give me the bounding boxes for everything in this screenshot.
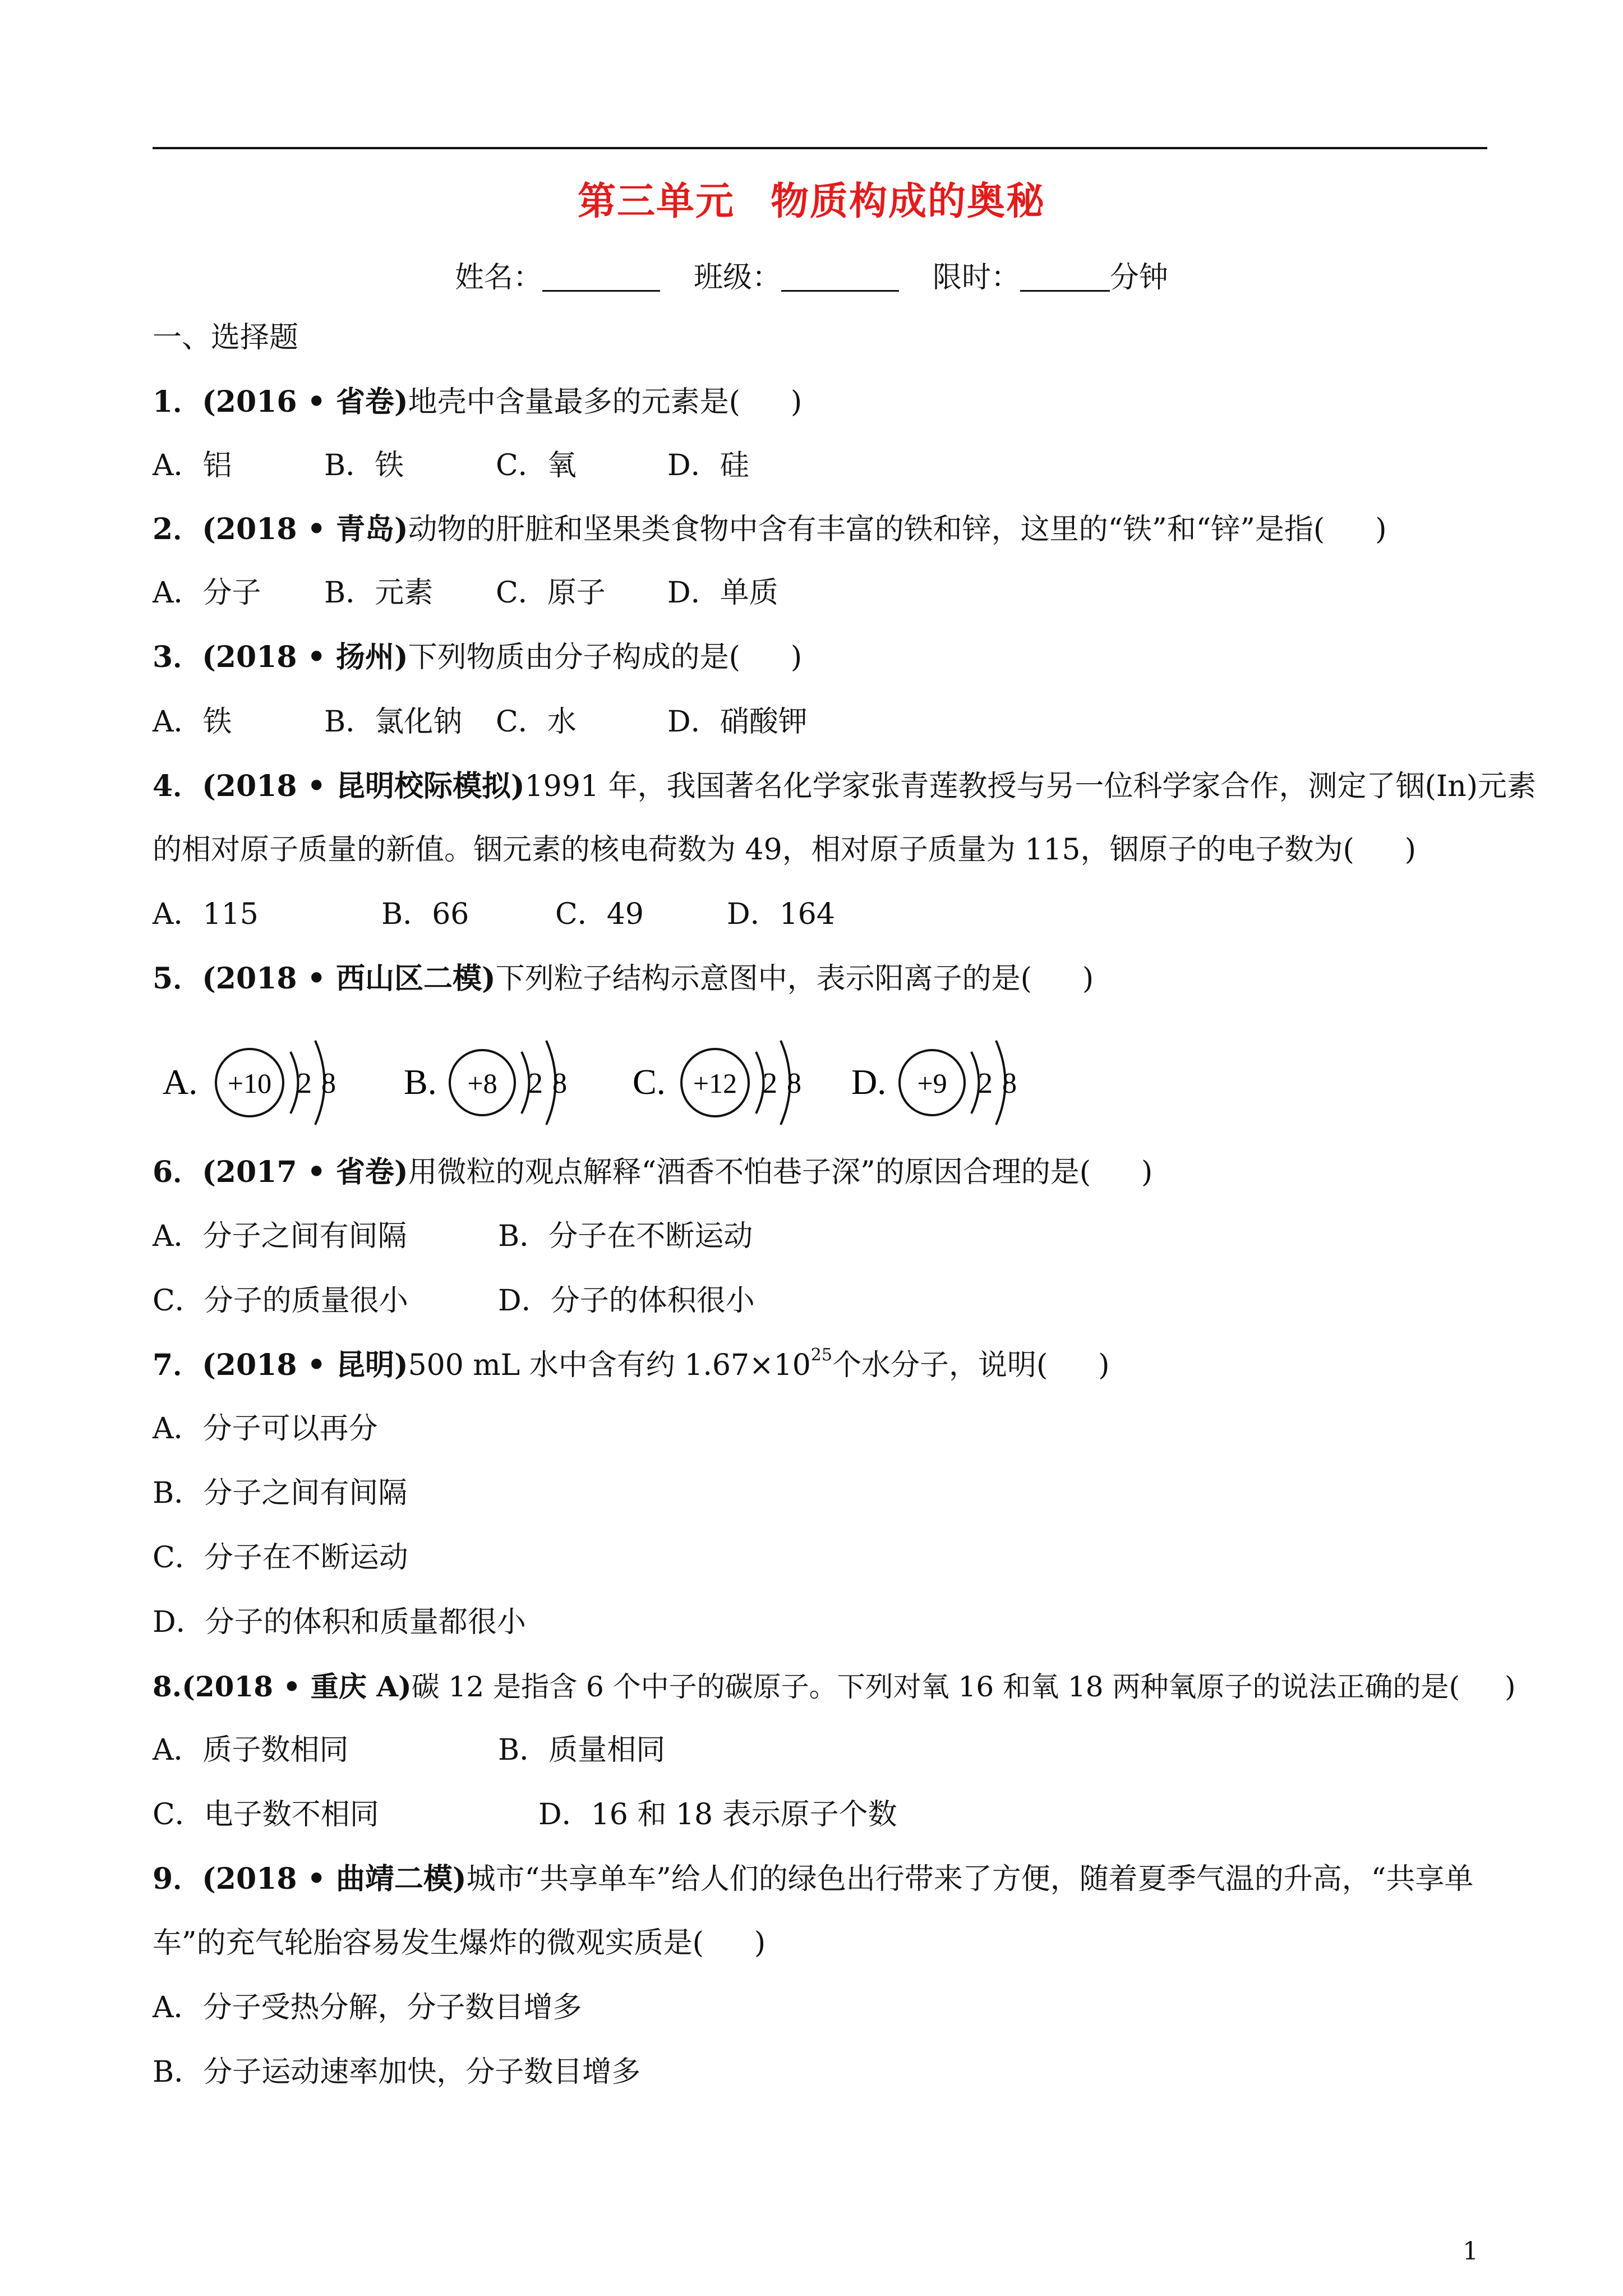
name-field[interactable] (542, 262, 660, 292)
atom-diagram-d[interactable] (851, 1041, 1017, 1125)
atom-structure-diagrams (163, 1010, 1088, 1144)
option-3b[interactable]: B．氯化钠 (324, 705, 463, 739)
option-8d[interactable]: D．16 和 18 表示原子个数 (538, 1798, 897, 1832)
svg-text:+9: +9 (917, 1068, 947, 1099)
svg-text:8: 8 (321, 1068, 336, 1099)
option-3c[interactable]: C．水 (496, 705, 577, 739)
svg-text:2: 2 (978, 1068, 993, 1099)
option-4b[interactable]: B．66 (381, 898, 469, 931)
student-info (0, 254, 1623, 296)
option-7b[interactable]: B．分子之间有间隔 (153, 1476, 408, 1510)
svg-text:2: 2 (297, 1068, 312, 1099)
svg-text:+8: +8 (467, 1068, 497, 1099)
atom-diagram-b[interactable] (404, 1041, 567, 1125)
svg-text:+12: +12 (693, 1068, 737, 1099)
svg-text:D.: D. (851, 1062, 887, 1102)
option-1c[interactable]: C．氧 (496, 449, 577, 482)
option-9a[interactable]: A．分子受热分解，分子数目增多 (153, 1991, 582, 2024)
svg-text:8: 8 (787, 1068, 801, 1099)
question-7: 7．(2018 • 昆明)500 mL 水中含有约 $1.67\times 10^{25}$个水分子，说明( ) (153, 1345, 1110, 1382)
page-number: 1 (1463, 2237, 1478, 2266)
atom-diagram-c[interactable] (633, 1041, 801, 1125)
option-1b[interactable]: B．铁 (324, 449, 404, 482)
option-2d[interactable]: D．单质 (667, 576, 778, 610)
svg-text:2: 2 (763, 1068, 777, 1099)
question-6: 6．(2017 • 省卷)用微粒的观点解释“酒香不怕巷子深”的原因合理的是( ) (153, 1155, 1153, 1189)
question-2: 2．(2018 • 青岛)动物的肝脏和坚果类食物中含有丰富的铁和锌，这里的“铁”和“锌”是指( ) (153, 512, 1387, 546)
svg-text:8: 8 (1002, 1068, 1017, 1099)
class-field[interactable] (781, 262, 899, 292)
svg-text:C.: C. (633, 1062, 666, 1102)
option-6c[interactable]: C．分子的质量很小 (153, 1284, 408, 1318)
option-4a[interactable]: A．115 (153, 898, 259, 931)
question-1: 1．(2016 • 省卷)地壳中含量最多的元素是( ) (153, 385, 803, 419)
question-8: 8.(2018 • 重庆 A)碳 12 是指含 6 个中子的碳原子。下列对氧 16 和氧 18 两种氧原子的说法正确的是( ) (153, 1670, 1516, 1703)
option-3d[interactable]: D．硝酸钾 (667, 705, 808, 739)
section-heading: 一、选择题 (153, 321, 299, 355)
title-topic: 物质构成的奥秘 (771, 179, 1046, 224)
question-4-line2: 的相对原子质量的新值。铟元素的核电荷数为 49，相对原子质量为 115，铟原子的电子数为( ) (153, 833, 1417, 867)
option-7d[interactable]: D．分子的体积和质量都很小 (153, 1605, 526, 1639)
question-9: 9．(2018 • 曲靖二模)城市“共享单车”给人们的绿色出行带来了方便，随着夏季气温的升高，“共享单 (153, 1862, 1474, 1896)
svg-text:B.: B. (404, 1062, 437, 1102)
svg-text:A.: A. (163, 1062, 198, 1102)
question-4: 4．(2018 • 昆明校际模拟)1991 年，我国著名化学家张青莲教授与另一位科学家合作，测定了铟(In)元素 (153, 769, 1537, 803)
option-6a[interactable]: A．分子之间有间隔 (153, 1220, 407, 1253)
svg-text:2: 2 (528, 1068, 543, 1099)
svg-text:8: 8 (552, 1068, 567, 1099)
option-8a[interactable]: A．质子数相同 (153, 1733, 349, 1767)
time-field[interactable] (1020, 262, 1110, 292)
option-1d[interactable]: D．硅 (667, 449, 749, 482)
question-5: 5．(2018 • 西山区二模)下列粒子结构示意图中，表示阳离子的是( ) (153, 961, 1094, 996)
option-1a[interactable]: A．铝 (153, 449, 232, 482)
time-unit: 分钟 (1110, 261, 1169, 295)
header-rule (153, 147, 1487, 149)
option-2c[interactable]: C．原子 (496, 576, 606, 610)
atom-diagram-a[interactable] (163, 1041, 336, 1125)
option-7c[interactable]: C．分子在不断运动 (153, 1541, 408, 1575)
option-2b[interactable]: B．元素 (324, 576, 434, 610)
svg-text:+10: +10 (227, 1068, 272, 1099)
option-2a[interactable]: A．分子 (153, 576, 261, 610)
title-unit: 第三单元 (577, 179, 735, 224)
question-9-line2: 车”的充气轮胎容易发生爆炸的微观实质是( ) (153, 1926, 766, 1960)
option-4d[interactable]: D．164 (727, 898, 835, 931)
option-8b[interactable]: B．质量相同 (498, 1733, 666, 1767)
page-title (0, 171, 1623, 226)
option-4c[interactable]: C．49 (555, 898, 644, 931)
name-label: 姓名： (454, 261, 542, 295)
question-3: 3．(2018 • 扬州)下列物质由分子构成的是( ) (153, 640, 803, 674)
class-label: 班级： (693, 261, 781, 295)
option-7a[interactable]: A．分子可以再分 (153, 1412, 378, 1446)
option-6b[interactable]: B．分子在不断运动 (498, 1220, 753, 1253)
option-9b[interactable]: B．分子运动速率加快，分子数目增多 (153, 2055, 641, 2089)
option-8c[interactable]: C．电子数不相同 (153, 1798, 379, 1832)
option-3a[interactable]: A．铁 (153, 705, 232, 739)
time-label: 限时： (933, 261, 1021, 295)
option-6d[interactable]: D．分子的体积很小 (498, 1284, 755, 1318)
